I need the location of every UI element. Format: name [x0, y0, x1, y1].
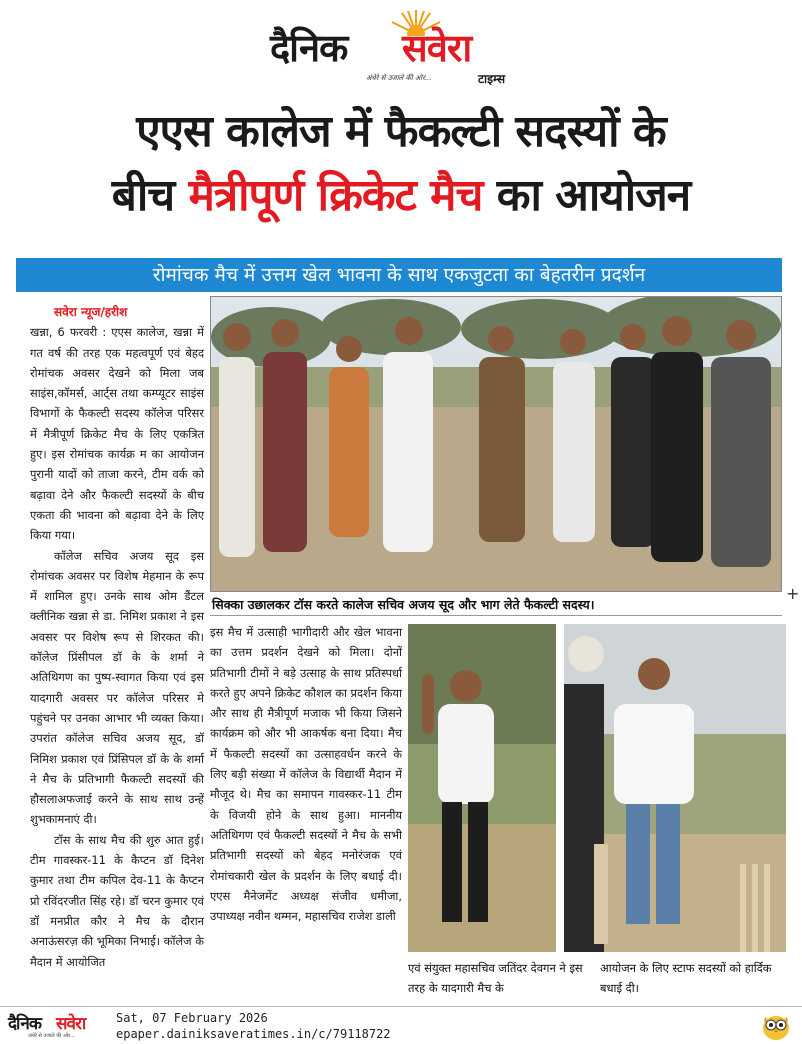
epaper-url[interactable]: epaper.dainiksaveratimes.in/c/79118722 [116, 1027, 391, 1041]
headline-line2-start: बीच [111, 170, 175, 221]
epaper-footer [0, 1006, 802, 1044]
article-subheading: रोमांचक मैच में उत्तम खेल भावना के साथ एकजुटता का बेहतरीन प्रदर्शन [16, 258, 782, 292]
headline-line-1: एएस कालेज में फैकल्टी सदस्यों के [136, 106, 666, 157]
owl-icon[interactable] [760, 1011, 792, 1041]
article-column-2 [210, 622, 402, 926]
paragraph-1: खन्ना, 6 फरवरी : एएस कालेज, खन्ना में गत वर्ष की तरह एक महत्वपूर्ण एवं बेहद रोमांचक अवसर देखने को मिला जब साइंस,कॉमर्स, आर्ट्स तथा कम्प्यूटर साइंस विभागों के फैकल्टी सदस्य कॉलेज परिसर में मैत्रीपूर्ण क्रिकेट मैच के लिए एकत्रित हुए। इस रोमांचक कार्यक्र म का आयोजन पुरानी यादों को ताजा करने, टीम वर्क को बढ़ावा देने और फैकल्टी सदस्यों के बीच एकता की भावना को बढ़ावा देने के लिए किया गया। [30, 325, 204, 543]
newspaper-logo[interactable] [270, 8, 540, 88]
byline: सवेरा न्यूज/हरीश [54, 305, 128, 319]
headline-line2-end: का आयोजन [496, 170, 691, 221]
footer-logo-word1: दैनिक [8, 1014, 41, 1034]
edition-date: Sat, 07 February 2026 [116, 1011, 268, 1025]
footer-logo[interactable] [8, 1011, 104, 1041]
headline-highlight: मैत्रीपूर्ण क्रिकेट मैच [188, 170, 483, 221]
main-photo [210, 296, 782, 592]
continuation-text-b: आयोजन के लिए स्टाफ सदस्यों को हार्दिक बधाई दी। [600, 961, 772, 996]
bowler-photo [408, 624, 556, 952]
headline-line-2 [0, 164, 802, 228]
logo-word-savera: सवेरा [402, 26, 472, 70]
main-photo-caption: सिक्का उछालकर टॉस करते कालेज सचिव अजय सूद और भाग लेते फैकल्टी सदस्य। [210, 594, 782, 616]
paragraph-3: टॉस के साथ मैच की शुरु आत हुई। टीम गावस्कर-11 के कैप्टन डॉ दिनेश कुमार तथा टीम कपिल देव-11 के कैप्टन प्रो रविंदरजीत सिंह रहे। डॉ चरन कुमार एवं डॉ मनप्रीत कौर ने मैच के दौरान अनाऊंसरज़ की भूमिका निभाई। कॉलेज के मैदान में आयोजित [30, 832, 204, 969]
article-column-1 [30, 302, 204, 972]
masthead [0, 0, 802, 96]
logo-tagline: अंधेरे से उजाले की ओर... [366, 74, 432, 82]
paragraph-4: इस मैच में उत्साही भागीदारी और खेल भावना का उत्तम प्रदर्शन देखने को मिला। दोनों प्रतिभागी टीमों ने बड़े उत्साह के साथ प्रतिस्पर्धा करते हुए अपने क्रिकेट कौशल का प्रदर्शन किया और साथ ही मैत्रीपूर्ण मजाक भी किया जिसने कार्यक्रम को और भी आकर्षक बना दिया। मैच में फैकल्टी सदस्यों का उत्साहवर्धन करने के लिए बड़ी संख्या में कॉलेज के विद्यार्थी मैदान में मौजूद थे। मैच का समापन गावस्कर-11 टीम के विजयी होने के साथ हुआ। माननीय अतिथिगण एवं फैकल्टी सदस्यों ने मैच के सभी प्रतिभागी सदस्यों को बेहद मनोरंजक एवं रोमांचकारी खेल के प्रदर्शन के लिए बधाई दी। एएस मैनेजमेंट अध्यक्ष संजीव धमीजा, उपाध्यक्ष नवीन थम्मन, महासचिव राजेश डाली [210, 625, 402, 924]
logo-subtitle: टाइम्स [478, 72, 506, 86]
footer-logo-word2: सवेरा [56, 1014, 86, 1034]
continuation-text-a: एवं संयुक्त महासचिव जतिंदर देवगन ने इस तरह के यादगारी मैच के [408, 961, 583, 996]
logo-word-dainik: दैनिक [270, 26, 348, 70]
article-headline [0, 100, 802, 228]
plus-icon[interactable]: + [786, 584, 800, 603]
batsman-photo [564, 624, 786, 952]
paragraph-2: कॉलेज सचिव अजय सूद इस रोमांचक अवसर पर विशेष मेहमान के रूप में शामिल हुए। उनके साथ ओम डैंटल क्लीनिक खन्ना से डा. निमिश प्रकाश ने इस अवसर पर विशेष रूप से शिरकत की। कॉलेज प्रिंसीपल डॉ के के शर्मा ने अतिथिगण का पुष्प-स्वागत किया एवं इस यादगारी अवसर पर कॉलेज परिसर मे पहुंचने पर उनका आभार भी व्यक्त किया। उपरांत कॉलेज सचिव अजय सूद, डॉ निमिश प्रकाश एवं प्रिंसिपल डॉ के के शर्मा ने मैच के प्रतिभागी फैकल्टी सदस्यों की हौसलाअफजाई करने के साथ साथ उन्हें शुभकामनाएं दी। [30, 548, 204, 827]
footer-logo-tagline: अंधेरे से उजाले की ओर... [28, 1033, 75, 1039]
